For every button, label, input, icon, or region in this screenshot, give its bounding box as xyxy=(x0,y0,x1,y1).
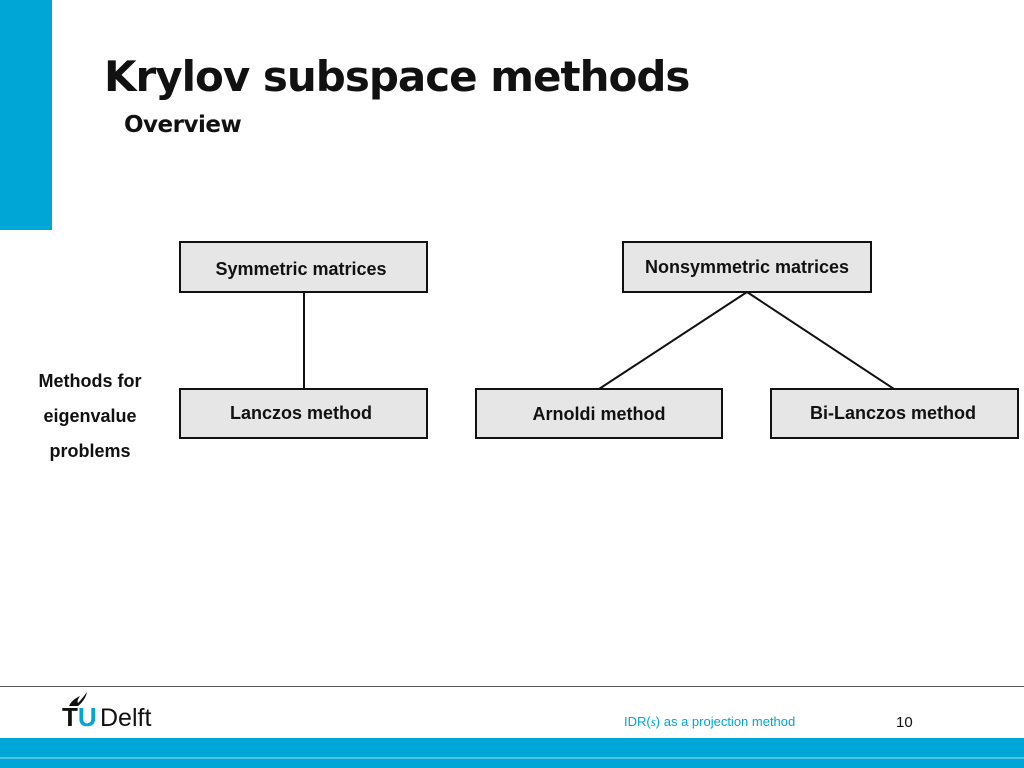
node-nonsymmetric-matrices xyxy=(623,242,871,292)
tu-delft-logo xyxy=(62,690,172,734)
row-label-line: problems xyxy=(49,441,131,461)
row-label-line: Methods for xyxy=(38,371,142,391)
caption-suffix: ) as a projection method xyxy=(655,714,796,729)
page-title: Krylov subspace methods xyxy=(104,52,690,101)
node-arnoldi-method xyxy=(476,389,722,438)
footer-caption xyxy=(624,714,795,730)
footer-divider xyxy=(0,686,1024,687)
bottom-accent-line xyxy=(0,757,1024,759)
edge-nonsymmetric-arnoldi xyxy=(599,292,747,389)
node-bi-lanczos-method-label: Bi-Lanczos method xyxy=(809,403,977,423)
bottom-accent-bar xyxy=(0,738,1024,768)
node-nonsymmetric-matrices-label: Nonsymmetric matrices xyxy=(644,257,850,277)
logo-delft: Delft xyxy=(100,704,152,732)
row-label-line: eigenvalue xyxy=(43,406,137,426)
node-symmetric-matrices xyxy=(180,242,427,292)
edge-nonsymmetric-bilanczos xyxy=(747,292,894,389)
logo-tu-u: U xyxy=(77,702,97,732)
node-bi-lanczos-method xyxy=(771,389,1018,438)
caption-prefix: IDR( xyxy=(624,714,651,729)
row-label-eigenvalue-methods xyxy=(20,364,160,469)
page-number: 10 xyxy=(896,714,913,731)
node-lanczos-method-label: Lanczos method xyxy=(229,403,373,423)
caption-variable: s xyxy=(650,714,656,729)
node-lanczos-method xyxy=(180,389,427,438)
page-subtitle: Overview xyxy=(124,112,242,138)
logo-tu-t: T xyxy=(62,702,78,732)
node-symmetric-matrices-label: Symmetric matrices xyxy=(215,259,387,279)
logo-tu xyxy=(62,702,97,733)
node-arnoldi-method-label: Arnoldi method xyxy=(532,404,666,424)
